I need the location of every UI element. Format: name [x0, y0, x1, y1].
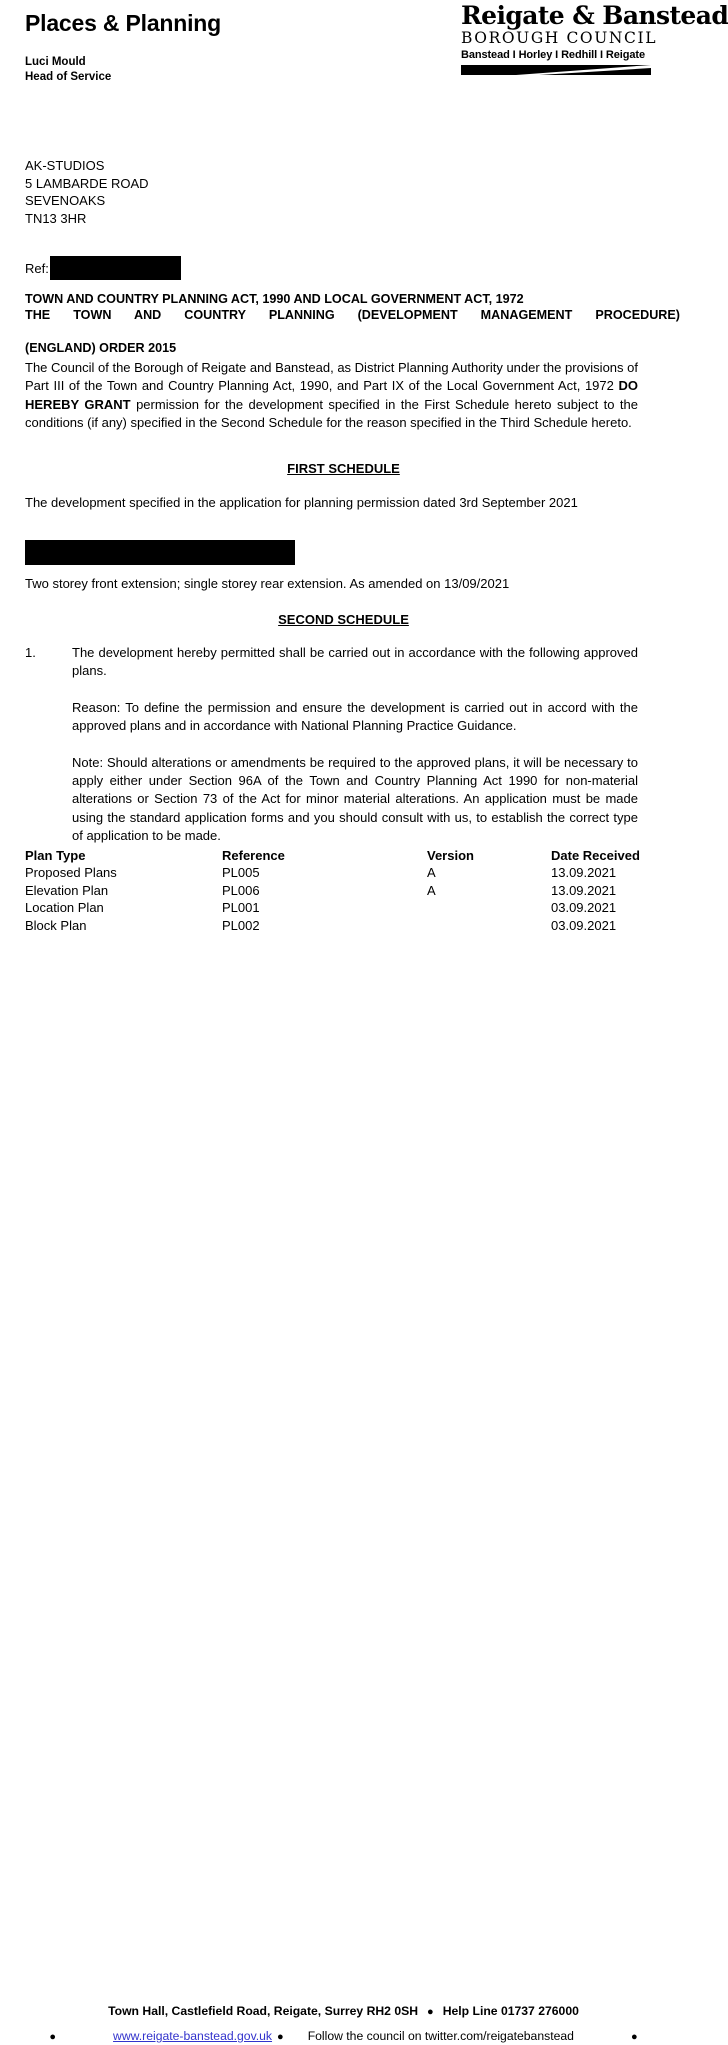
act-heading-line-3: (ENGLAND) ORDER 2015 — [25, 341, 177, 356]
table-row — [25, 882, 662, 899]
footer-links-line — [0, 2028, 687, 2045]
cell-version — [427, 899, 551, 916]
address-line-1: AK-STUDIOS — [25, 158, 105, 173]
column-header-reference: Reference — [222, 848, 285, 863]
act-heading — [25, 291, 680, 357]
condition-1-body — [72, 644, 638, 846]
grant-emphasis: DO HEREBY GRANT — [25, 378, 638, 412]
footer-contact-line — [0, 2003, 687, 2020]
department-title: Places & Planning — [25, 10, 221, 36]
condition-1-text: The development hereby permitted shall be carried out in accordance with the following approved plans. — [72, 645, 638, 679]
council-website-link[interactable]: www.reigate-banstead.gov.uk — [113, 2029, 273, 2043]
site-address-redaction-bar — [25, 540, 295, 565]
table-header-row — [25, 847, 662, 864]
cell-version — [427, 917, 551, 934]
grant-paragraph — [25, 359, 638, 433]
act-heading-line-1: TOWN AND COUNTRY PLANNING ACT, 1990 AND LOCAL GOVERNMENT ACT, 1972 — [25, 292, 524, 306]
cell-date-received: 03.09.2021 — [551, 900, 617, 916]
footer-address: Town Hall, Castlefield Road, Reigate, Surrey RH2 0SH — [108, 2004, 419, 2018]
address-line-4: TN13 3HR — [25, 210, 87, 226]
footer-bullet-right-icon: ● — [631, 2030, 638, 2043]
officer-name: Luci Mould — [25, 56, 86, 68]
condition-1-note: Note: Should alterations or amendments be required to the approved plans, it will be necessary to apply either under Section 96A of the Town and Country Planning Act 1990 for non-material alterations or Section 73 of the Act for minor material alterations. An application must be made using the standard application forms and you should consult with us, to establish the correct type of application to be made. — [72, 754, 638, 844]
footer-bullet-separator-icon: ● — [277, 2031, 284, 2043]
second-schedule-heading: SECOND SCHEDULE — [278, 612, 409, 627]
column-header-date-received: Date Received — [551, 848, 640, 863]
cell-reference: PL001 — [222, 900, 260, 916]
council-logo — [461, 1, 728, 75]
footer-help-line: Help Line 01737 276000 — [442, 2004, 579, 2018]
reference-redaction-bar — [50, 256, 181, 280]
logo-swoosh-icon — [461, 65, 651, 75]
address-line-2: 5 LAMBARDE ROAD — [25, 175, 149, 191]
officer-block — [25, 55, 111, 84]
development-description: Two storey front extension; single storey rear extension. As amended on 13/09/2021 — [25, 576, 510, 591]
approved-plans-table — [25, 847, 662, 934]
condition-1-reason: Reason: To define the permission and ensure the development is carried out in accord with the approved plans and in accordance with National Planning Practice Guidance. — [72, 699, 638, 734]
cell-date-received: 03.09.2021 — [551, 917, 617, 933]
grant-text-part-1: The Council of the Borough of Reigate and Banstead, as District Planning Authority under the provisions of Part III of the Town and Country Planning Act, 1990, and Part IX of the Local Government Act, 1972 — [25, 360, 638, 394]
table-row — [25, 864, 662, 881]
cell-plan-type: Location Plan — [25, 900, 104, 916]
cell-plan-type: Elevation Plan — [25, 882, 109, 898]
footer-bullet-separator-icon: ● — [427, 2006, 434, 2018]
recipient-address — [25, 157, 149, 227]
footer-twitter-text: Follow the council on twitter.com/reigatebanstead — [307, 2029, 574, 2043]
cell-reference: PL005 — [222, 865, 260, 881]
cell-reference: PL002 — [222, 917, 260, 933]
table-row — [25, 899, 662, 916]
reference-label: Ref: — [25, 260, 49, 276]
footer-links-group — [56, 2028, 631, 2045]
first-schedule-heading: FIRST SCHEDULE — [287, 461, 400, 476]
condition-1 — [25, 644, 638, 846]
column-header-plan-type: Plan Type — [25, 848, 86, 863]
first-schedule-intro: The development specified in the application for planning permission dated 3rd September 2021 — [25, 495, 578, 510]
act-heading-line-2: THE TOWN AND COUNTRY PLANNING (DEVELOPMENT MANAGEMENT PROCEDURE) — [25, 308, 680, 323]
column-header-version: Version — [427, 848, 474, 863]
grant-text-part-2: permission for the development specified in the First Schedule hereto subject to the conditions (if any) specified in the Second Schedule for the reason specified in the Third Schedule hereto. — [25, 396, 638, 431]
cell-version: A — [427, 882, 436, 898]
footer-bullet-left-icon: ● — [49, 2030, 56, 2043]
document-header — [0, 0, 728, 95]
cell-date-received: 13.09.2021 — [551, 882, 617, 898]
condition-1-number: 1. — [25, 645, 36, 660]
cell-plan-type: Block Plan — [25, 917, 87, 933]
logo-council-name: Reigate & Banstead — [461, 1, 728, 30]
logo-towns: Banstead I Horley I Redhill I Reigate — [461, 49, 645, 61]
logo-borough-council: BOROUGH COUNCIL — [461, 29, 658, 47]
address-line-3: SEVENOAKS — [25, 193, 106, 209]
reference-row — [25, 256, 181, 280]
table-row — [25, 917, 662, 934]
cell-plan-type: Proposed Plans — [25, 865, 117, 881]
cell-reference: PL006 — [222, 882, 260, 898]
officer-role: Head of Service — [25, 70, 112, 83]
cell-version: A — [427, 865, 436, 881]
cell-date-received: 13.09.2021 — [551, 865, 617, 881]
